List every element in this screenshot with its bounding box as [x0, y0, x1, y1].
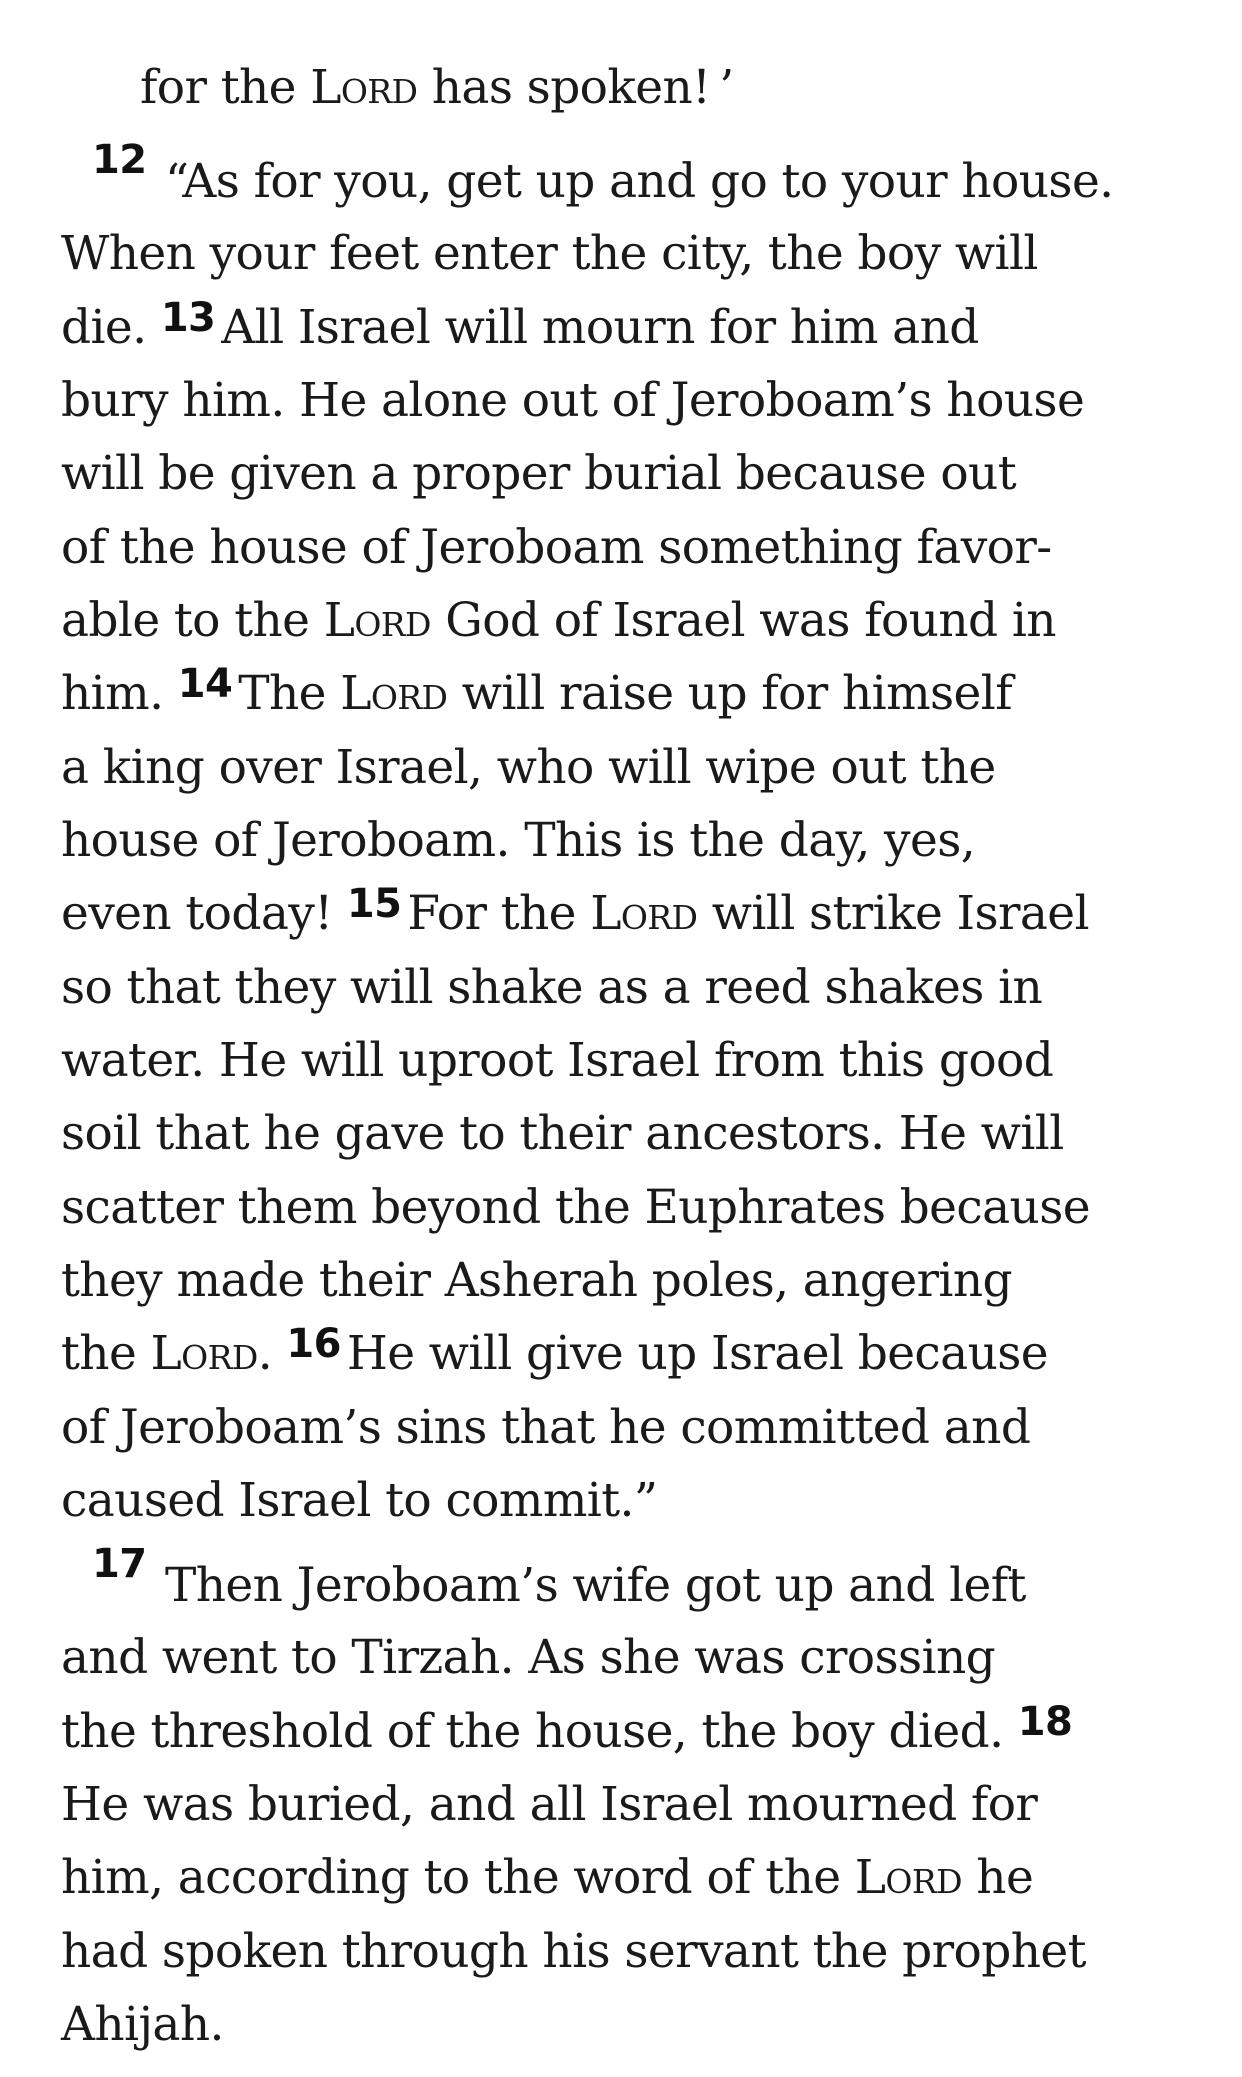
verse-number-13: 13: [160, 295, 216, 341]
text-run: him.: [61, 666, 178, 721]
text-run: a king over Israel, who will wipe out the: [61, 740, 996, 795]
text-line: [61, 1253, 1012, 1309]
text-run: will be given a proper burial because out: [61, 446, 1017, 501]
text-line: [61, 593, 1056, 649]
text-line: [61, 1033, 1053, 1089]
divine-name: Lord: [854, 1850, 962, 1905]
divine-name: Lord: [150, 1326, 258, 1381]
verse-number-15: 15: [346, 881, 402, 927]
text-line: [61, 1924, 1086, 1980]
text-run: of the house of Jeroboam something favor-: [61, 520, 1052, 575]
text-line: [61, 661, 1013, 724]
text-line: [92, 137, 1114, 210]
text-run: For the: [407, 886, 591, 941]
text-run: even today!: [61, 886, 347, 941]
text-run: Then Jeroboam’s wife got up and left: [165, 1558, 1026, 1613]
text-line: [92, 1541, 1026, 1614]
verse-number-16: 16: [286, 1321, 341, 1367]
text-run: so that they will shake as a reed shakes in: [61, 960, 1043, 1015]
text-line: [61, 960, 1042, 1016]
text-line: [61, 740, 996, 796]
text-line: [61, 881, 1089, 944]
text-run: soil that he gave to their ancestors. He will: [61, 1106, 1064, 1161]
text-line: [61, 226, 1038, 282]
verse-number-12: 12: [92, 137, 147, 183]
text-run: for the: [140, 60, 311, 115]
divine-name: Lord: [340, 666, 448, 721]
text-line: [61, 813, 975, 869]
text-run: .: [257, 1326, 287, 1381]
text-run: and went to Tirzah. As she was crossing: [61, 1630, 996, 1685]
text-run: he: [961, 1850, 1034, 1905]
text-line: [61, 295, 979, 358]
text-line: [61, 1321, 1048, 1384]
text-line: [61, 520, 1052, 576]
text-run: die.: [61, 300, 161, 355]
text-run: will strike Israel: [697, 886, 1089, 941]
text-run: “As for you, get up and go to your house.: [165, 154, 1114, 209]
text-run: him, according to the word of the: [61, 1850, 855, 1905]
text-run: house of Jeroboam. This is the day, yes,: [61, 813, 976, 868]
text-run: caused Israel to commit.”: [61, 1473, 658, 1528]
text-run: the threshold of the house, the boy died.: [61, 1704, 1018, 1759]
text-line: [61, 1400, 1030, 1456]
text-line: [61, 1997, 224, 2053]
text-run: All Israel will mourn for him and: [221, 300, 979, 355]
text-run: He was buried, and all Israel mourned for: [61, 1777, 1038, 1832]
text-run: He will give up Israel because: [346, 1326, 1048, 1381]
text-line: [61, 1630, 995, 1686]
verse-number-14: 14: [177, 661, 233, 707]
text-run: the: [61, 1326, 151, 1381]
text-run: Ahijah.: [61, 1997, 224, 2052]
text-line: [61, 1699, 1078, 1762]
text-run: able to the: [61, 593, 324, 648]
text-line: [61, 446, 1016, 502]
verse-number-18: 18: [1017, 1699, 1073, 1745]
text-run: God of Israel was found in: [430, 593, 1056, 648]
text-line: [61, 373, 1084, 429]
text-run: of Jeroboam’s sins that he committed and: [61, 1400, 1031, 1455]
text-run: had spoken through his servant the prophet: [61, 1924, 1086, 1979]
divine-name: Lord: [310, 60, 418, 115]
text-line: [61, 1777, 1037, 1833]
text-line: [61, 1180, 1090, 1236]
text-run: The: [238, 666, 341, 721]
text-run: bury him. He alone out of Jeroboam’s house: [61, 373, 1085, 428]
text-line: [61, 1850, 1033, 1906]
text-line: [61, 1106, 1064, 1162]
text-run: When your feet enter the city, the boy will: [61, 226, 1038, 281]
text-run: they made their Asherah poles, angering: [61, 1253, 1013, 1308]
divine-name: Lord: [590, 886, 698, 941]
text-line: [61, 1473, 657, 1529]
divine-name: Lord: [323, 593, 431, 648]
text-run: scatter them beyond the Euphrates because: [61, 1180, 1090, 1235]
text-run: will raise up for himself: [447, 666, 1013, 721]
text-run: water. He will uproot Israel from this good: [61, 1033, 1054, 1088]
text-run: has spoken! ’: [417, 60, 734, 115]
verse-number-17: 17: [92, 1541, 147, 1587]
text-line: [140, 60, 734, 116]
